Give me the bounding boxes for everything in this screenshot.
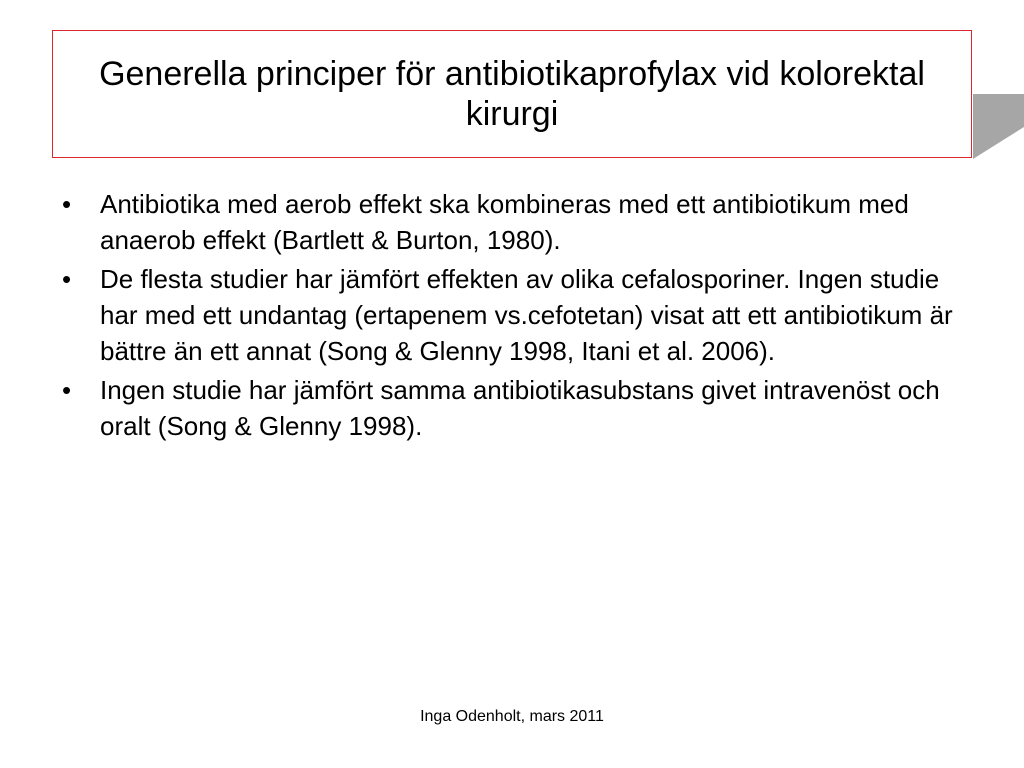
bullet-item-1 <box>60 186 980 258</box>
title-box <box>52 30 972 158</box>
bullet-text-1: Antibiotika med aerob effekt ska kombineras med ett antibiotikum med anaerob effekt (Bartlett & Burton, 1980). <box>100 189 909 255</box>
slide-title: Generella principer för antibiotikaprofylax vid kolorektal kirurgi <box>99 55 925 133</box>
bullet-list <box>60 186 980 447</box>
bullet-item-2 <box>60 261 980 369</box>
corner-triangle <box>973 94 1024 159</box>
footer-text: Inga Odenholt, mars 2011 <box>420 708 604 725</box>
bullet-text-3: Ingen studie har jämfört samma antibiotikasubstans givet intravenöst och oralt (Song & Glenny 1998). <box>100 375 940 441</box>
bullet-dot: • <box>62 264 72 294</box>
bullet-item-3 <box>60 372 980 444</box>
bullet-dot: • <box>62 375 72 405</box>
corner-decoration <box>973 94 1024 159</box>
bullet-dot: • <box>62 189 72 219</box>
bullet-text-2: De flesta studier har jämfört effekten av olika cefalosporiner. Ingen studie har med ett undantag (ertapenem vs.cefotetan) visat att ett antibiotikum är bättre än ett annat (Song & Glenny 1998, Itani et al. 2006). <box>100 264 953 366</box>
